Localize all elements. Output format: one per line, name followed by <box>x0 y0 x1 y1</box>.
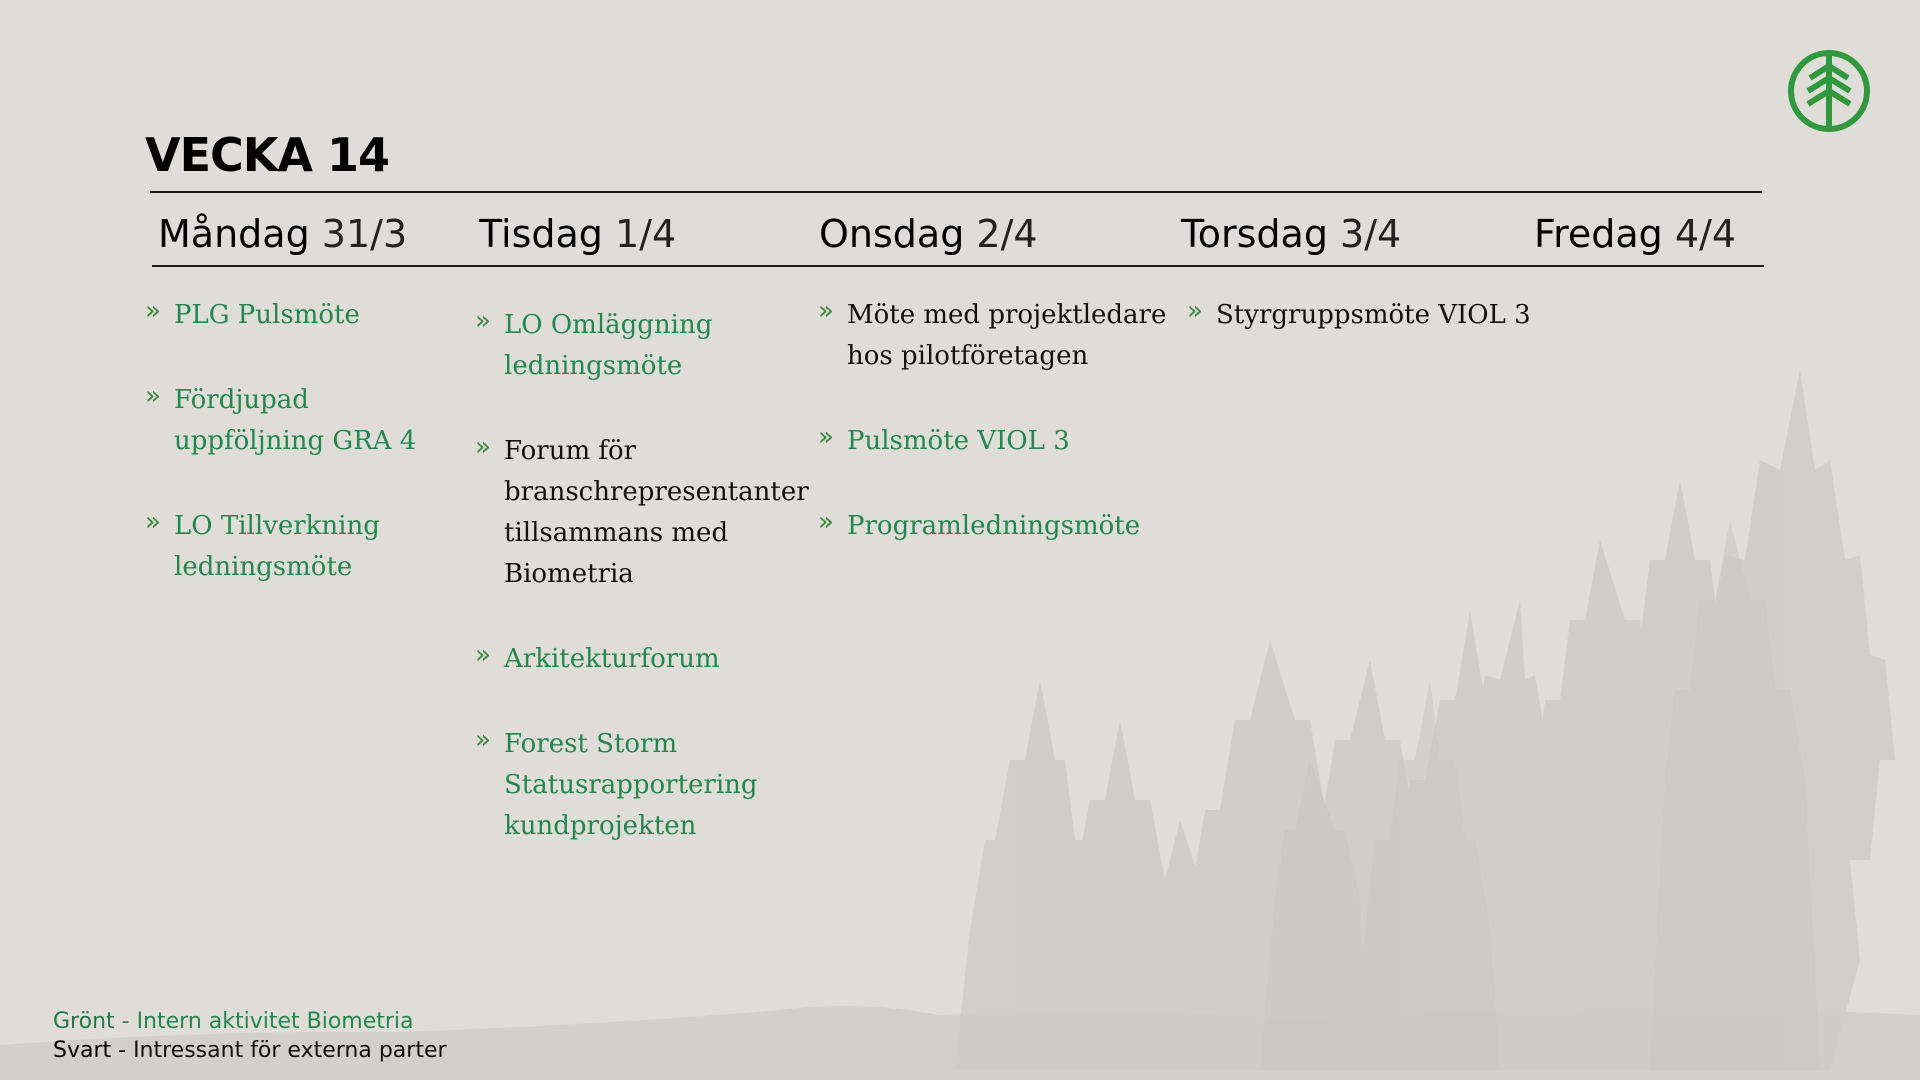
schedule-item-line: Forum för <box>504 436 637 466</box>
title-divider <box>150 191 1762 193</box>
schedule-item-text <box>174 380 416 462</box>
spruce-tree-logo-icon <box>1786 48 1872 134</box>
legend-black-row <box>53 1036 447 1065</box>
day-name: Torsdag <box>1181 212 1328 256</box>
schedule-item-line: Möte med projektledare <box>847 300 1167 330</box>
schedule-item-text <box>504 431 809 595</box>
day-date: 4/4 <box>1674 212 1737 256</box>
chevron-bullet-icon: » <box>475 432 491 462</box>
schedule-item-text <box>504 305 712 387</box>
legend-black-description: - Intressant för externa parter <box>111 1038 447 1063</box>
schedule-item-line: uppföljning GRA 4 <box>174 426 417 456</box>
schedule-item-line: hos pilotföretagen <box>847 341 1089 371</box>
schedule-item-text <box>1216 295 1531 336</box>
schedule-item-line: kundprojekten <box>504 811 697 841</box>
day-date: 3/4 <box>1340 212 1402 256</box>
schedule-item-line: Pulsmöte VIOL 3 <box>847 426 1070 456</box>
day-header-tuesday <box>479 212 676 256</box>
slide-title: VECKA 14 <box>145 128 390 182</box>
day-name: Fredag <box>1534 212 1663 256</box>
day-name: Måndag <box>158 212 310 256</box>
day-header-friday <box>1534 212 1736 256</box>
schedule-item-text <box>847 295 1166 377</box>
schedule-item-text <box>174 506 380 588</box>
day-header-wednesday <box>819 212 1038 256</box>
schedule-item-line: Styrgruppsmöte VIOL 3 <box>1216 300 1531 330</box>
schedule-item-line: PLG Pulsmöte <box>174 300 360 330</box>
legend-black-key: Svart <box>53 1038 112 1063</box>
schedule-item-line: ledningsmöte <box>504 351 683 381</box>
chevron-bullet-icon: » <box>475 306 491 336</box>
chevron-bullet-icon: » <box>475 640 491 670</box>
chevron-bullet-icon: » <box>818 296 834 326</box>
schedule-item-line: Programledningsmöte <box>847 511 1141 541</box>
schedule-item-line: Arkitekturforum <box>504 644 720 674</box>
schedule-item-line: LO Omläggning <box>504 310 713 340</box>
day-header-monday <box>158 212 407 256</box>
day-date: 2/4 <box>976 212 1038 256</box>
chevron-bullet-icon: » <box>145 507 161 537</box>
day-header-divider <box>152 265 1764 267</box>
schedule-item-line: Statusrapportering <box>504 770 758 800</box>
chevron-bullet-icon: » <box>1187 296 1203 326</box>
day-name: Tisdag <box>479 212 603 256</box>
day-date: 1/4 <box>615 212 677 256</box>
schedule-item-line: LO Tillverkning <box>174 511 380 541</box>
day-name: Onsdag <box>819 212 965 256</box>
schedule-item-text <box>847 506 1140 547</box>
day-date: 31/3 <box>321 212 408 256</box>
chevron-bullet-icon: » <box>818 422 834 452</box>
schedule-item-text <box>504 724 758 847</box>
chevron-bullet-icon: » <box>475 725 491 755</box>
schedule-item-line: ledningsmöte <box>174 552 353 582</box>
schedule-item-text <box>504 639 720 680</box>
legend-green-row <box>53 1007 447 1036</box>
schedule-item-line: branschrepresentanter <box>504 477 809 507</box>
chevron-bullet-icon: » <box>818 507 834 537</box>
schedule-item-line: Forest Storm <box>504 729 678 759</box>
schedule-item-line: tillsammans med <box>504 518 729 548</box>
schedule-item-line: Biometria <box>504 559 634 589</box>
color-legend <box>53 1007 447 1065</box>
legend-green-description: - Intern aktivitet Biometria <box>114 1009 414 1034</box>
schedule-item-text <box>847 421 1070 462</box>
schedule-item-text <box>174 295 360 336</box>
chevron-bullet-icon: » <box>145 296 161 326</box>
legend-green-key: Grönt <box>53 1009 115 1034</box>
chevron-bullet-icon: » <box>145 381 161 411</box>
day-header-thursday <box>1181 212 1401 256</box>
schedule-item-line: Fördjupad <box>174 385 309 415</box>
